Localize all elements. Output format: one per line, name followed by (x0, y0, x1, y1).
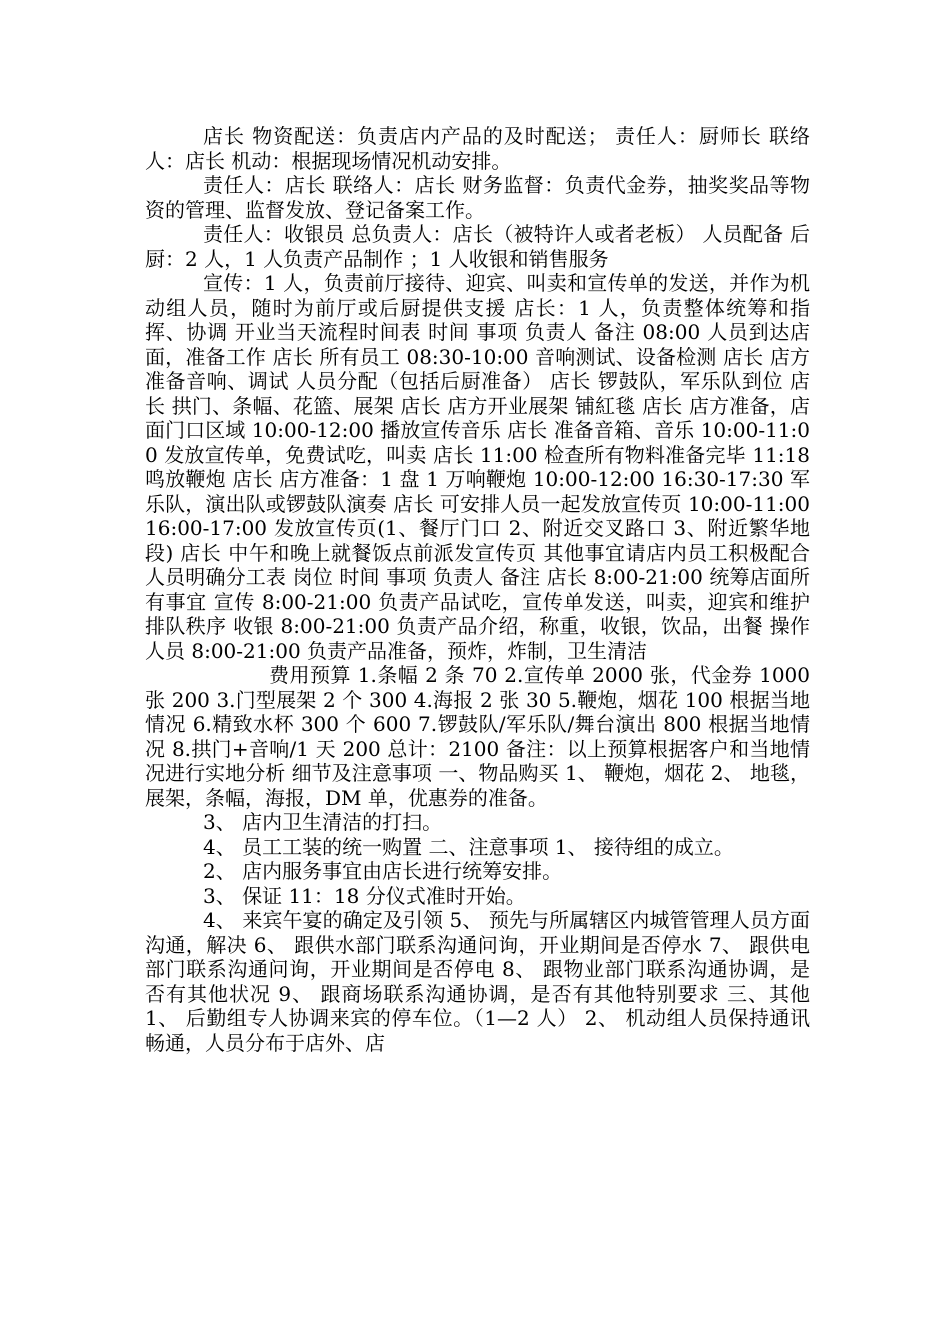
paragraph-item-guests: 4、 来宾午宴的确定及引领 5、 预先与所属辖区内城管管理人员方面沟通，解决 6、 跟供水部门联系沟通问询，开业期间是否停水 7、 跟供电部门联系沟通问询，开业期间是否停电 8、 跟物业部门联系沟通协调，是否有其他状况 9、 跟商场联系沟通协调，是否有其他特别要求 三、其他 1、 后勤组专人协调来宾的停车位。（1—2 人） 2、 机动组人员保持通讯畅通，人员分布于店外、店 (145, 908, 817, 1055)
paragraph-budget: 费用预算 1.条幅 2 条 70 2.宣传单 2000 张，代金券 1000 张 200 3.门型展架 2 个 300 4.海报 2 张 30 5.鞭炮，烟花 100 根据当地情况 6.精致水杯 300 个 600 7.锣鼓队/军乐队/舞台演出 800 根据当地情况 8.拱门+音响/1 天 200 总计：2100 备注：以上预算根据客户和当地情况进行实地分析 细节及注意事项 一、物品购买 1、 鞭炮，烟花 2、 地毯，展架，条幅，海报，DM 单，优惠券的准备。 (145, 663, 817, 810)
paragraph-item-service: 2、 店内服务事宜由店长进行统筹安排。 (203, 859, 563, 883)
paragraph-item-cleaning: 3、 店内卫生清洁的打扫。 (203, 810, 443, 834)
paragraph-item-ceremony-time: 3、 保证 11：18 分仪式准时开始。 (203, 883, 526, 908)
paragraph-item-uniform: 4、 员工工装的统一购置 二、注意事项 1、 接待组的成立。 (203, 834, 734, 859)
paragraph-finance-supervision: 责任人：店长 联络人：店长 财务监督：负责代金券，抽奖奖品等物资的管理、监督发放、登记备案工作。 (145, 173, 810, 222)
paragraph-staffing: 责任人：收银员 总负责人：店长（被特许人或者老板） 人员配备 后厨：2 人，1 人负责产品制作 ；1 人收银和销售服务 (145, 222, 810, 271)
paragraph-schedule: 宣传：1 人，负责前厅接待、迎宾、叫卖和宣传单的发送，并作为机动组人员，随时为前厅或后厨提供支援 店长：1 人，负责整体统筹和指挥、协调 开业当天流程时间表 时间 事项 负责人 备注 08:00 人员到达店面，准备工作 店长 所有员工 08:30-10:00 音响测试、设备检测 店长 店方准备音响、调试 人员分配（包括后厨准备） 店长 锣鼓队，军乐队到位 店长 拱门、条幅、花篮、展架 店长 店方开业展架 铺紅毯 店长 店方准备，店面门口区域 10:00-12:00 播放宣传音乐 店长 准备音箱、音乐 10:00-11:00 发放宣传单，免费试吃，叫卖 店长 11:00 检查所有物料准备完毕 11:18 鸣放鞭炮 店长 店方准备：1 盘 1 万响鞭炮 10:00-12:00 16:30-17:30 军乐队，演出队或锣鼓队演奏 店长 可安排人员一起发放宣传页 10:00-11:00 16:00-17:00 发放宣传页(1、餐厅门口 2、附近交叉路口 3、附近繁华地段) 店长 中午和晚上就餐饭点前派发宣传页 其他事宜请店内员工积极配合 人员明确分工表 岗位 时间 事项 负责人 备注 店长 8:00-21:00 统筹店面所有事宜 宣传 8:00-21:00 负责产品试吃，宣传单发送，叫卖，迎宾和维护排队秩序 收银 8:00-21:00 负责产品介绍，称重，收银，饮品，出餐 操作人员 8:00-21:00 负责产品准备，预炸，炸制，卫生清洁 (145, 271, 817, 663)
paragraph-staff-logistics: 店长 物资配送：负责店内产品的及时配送； 责任人：厨师长 联络人：店长 机动：根据现场情况机动安排。 (145, 124, 810, 173)
document-body (145, 124, 817, 1055)
